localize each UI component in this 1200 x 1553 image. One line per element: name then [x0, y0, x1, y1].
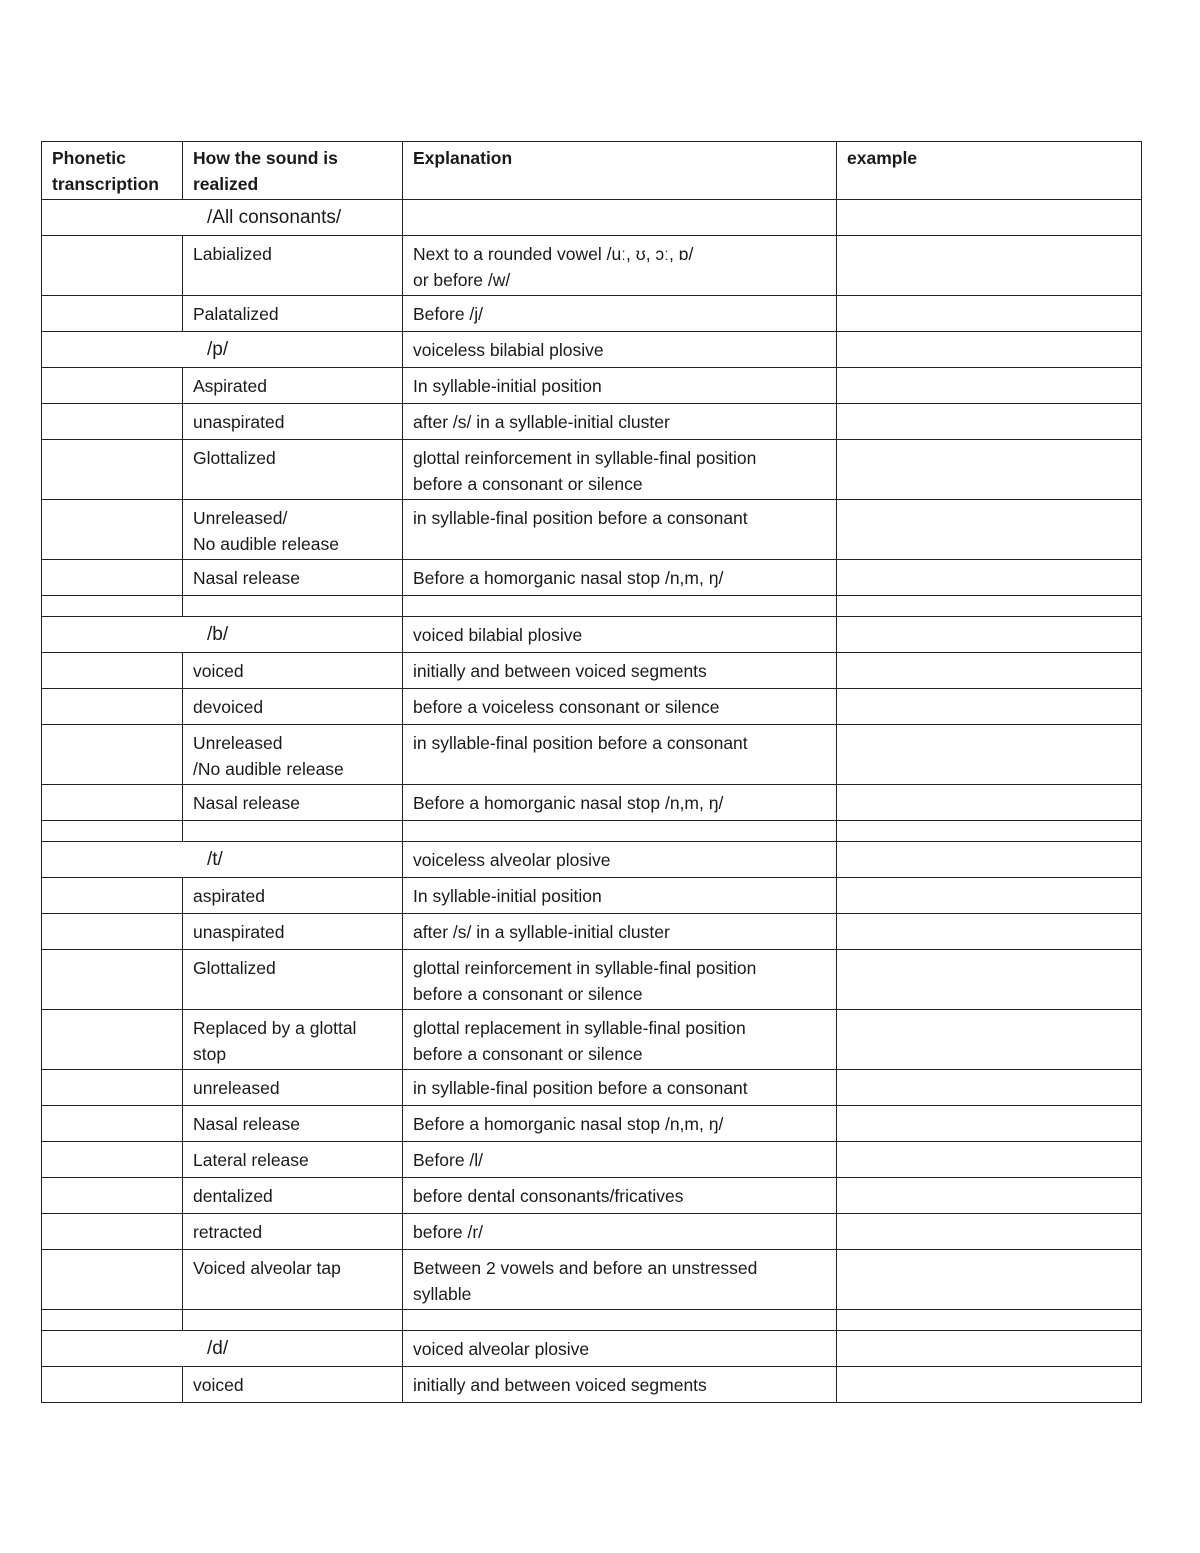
spacer-row — [42, 596, 1142, 617]
table-row — [42, 1367, 1142, 1403]
example-cell — [837, 689, 1142, 725]
explanation-cell: before /r/ — [403, 1214, 837, 1250]
example-cell — [837, 653, 1142, 689]
transcription-cell — [42, 785, 183, 821]
explanation-cell: In syllable-initial position — [403, 878, 837, 914]
example-cell — [837, 1178, 1142, 1214]
example-cell — [837, 842, 1142, 878]
example-cell — [837, 1331, 1142, 1367]
example-cell — [837, 785, 1142, 821]
explanation-cell: voiced bilabial plosive — [403, 617, 837, 653]
explanation-cell — [403, 200, 837, 236]
example-cell — [837, 404, 1142, 440]
realized-cell: aspirated — [183, 878, 403, 914]
table-row — [42, 1178, 1142, 1214]
transcription-cell — [42, 560, 183, 596]
realized-cell: Voiced alveolar tap — [183, 1250, 403, 1310]
example-cell — [837, 1367, 1142, 1403]
realized-cell: Nasal release — [183, 560, 403, 596]
explanation-cell: Between 2 vowels and before an unstressed syllable — [403, 1250, 837, 1310]
empty-cell — [183, 596, 403, 617]
realized-cell: Labialized — [183, 236, 403, 296]
header-how-realized: How the sound is realized — [183, 142, 403, 200]
table-header-row — [42, 142, 1142, 200]
explanation-cell: voiceless alveolar plosive — [403, 842, 837, 878]
realized-cell: Lateral release — [183, 1142, 403, 1178]
header-phonetic-transcription: Phonetic transcription — [42, 142, 183, 200]
transcription-cell — [42, 368, 183, 404]
explanation-cell: in syllable-final position before a consonant — [403, 1070, 837, 1106]
example-cell — [837, 236, 1142, 296]
explanation-cell: Before /l/ — [403, 1142, 837, 1178]
explanation-cell: glottal reinforcement in syllable-final position before a consonant or silence — [403, 950, 837, 1010]
table-row — [42, 950, 1142, 1010]
explanation-cell: voiceless bilabial plosive — [403, 332, 837, 368]
explanation-cell: after /s/ in a syllable-initial cluster — [403, 914, 837, 950]
example-cell — [837, 296, 1142, 332]
section-row — [42, 617, 1142, 653]
table-row — [42, 689, 1142, 725]
transcription-cell — [42, 689, 183, 725]
example-cell — [837, 950, 1142, 1010]
transcription-cell — [42, 500, 183, 560]
explanation-cell: in syllable-final position before a consonant — [403, 500, 837, 560]
table-row — [42, 785, 1142, 821]
explanation-cell: Next to a rounded vowel /uː, ʊ, ɔː, ɒ/ or before /w/ — [403, 236, 837, 296]
explanation-cell: Before a homorganic nasal stop /n,m, ŋ/ — [403, 560, 837, 596]
empty-cell — [837, 821, 1142, 842]
realized-cell: Replaced by a glottal stop — [183, 1010, 403, 1070]
example-cell — [837, 440, 1142, 500]
example-cell — [837, 617, 1142, 653]
section-row — [42, 332, 1142, 368]
header-example: example — [837, 142, 1142, 200]
table-row — [42, 1106, 1142, 1142]
section-row — [42, 842, 1142, 878]
realized-cell: Palatalized — [183, 296, 403, 332]
transcription-cell — [42, 1214, 183, 1250]
table-row — [42, 368, 1142, 404]
realized-cell: Unreleased /No audible release — [183, 725, 403, 785]
table-row — [42, 725, 1142, 785]
explanation-cell: before a voiceless consonant or silence — [403, 689, 837, 725]
empty-cell — [183, 1310, 403, 1331]
transcription-cell — [42, 950, 183, 1010]
realized-cell: voiced — [183, 653, 403, 689]
explanation-cell: Before a homorganic nasal stop /n,m, ŋ/ — [403, 1106, 837, 1142]
example-cell — [837, 1070, 1142, 1106]
table-row — [42, 1070, 1142, 1106]
section-label: /b/ — [42, 617, 403, 653]
section-label: /t/ — [42, 842, 403, 878]
realized-cell: Glottalized — [183, 950, 403, 1010]
table-row — [42, 560, 1142, 596]
example-cell — [837, 332, 1142, 368]
explanation-cell: glottal reinforcement in syllable-final position before a consonant or silence — [403, 440, 837, 500]
table-row — [42, 1250, 1142, 1310]
transcription-cell — [42, 296, 183, 332]
transcription-cell — [42, 725, 183, 785]
example-cell — [837, 1106, 1142, 1142]
example-cell — [837, 200, 1142, 236]
table-row — [42, 236, 1142, 296]
transcription-cell — [42, 914, 183, 950]
explanation-cell: glottal replacement in syllable-final position before a consonant or silence — [403, 1010, 837, 1070]
empty-cell — [42, 1310, 183, 1331]
transcription-cell — [42, 1142, 183, 1178]
realized-cell: unreleased — [183, 1070, 403, 1106]
transcription-cell — [42, 236, 183, 296]
realized-cell: dentalized — [183, 1178, 403, 1214]
transcription-cell — [42, 440, 183, 500]
example-cell — [837, 725, 1142, 785]
example-cell — [837, 1250, 1142, 1310]
example-cell — [837, 1010, 1142, 1070]
example-cell — [837, 560, 1142, 596]
phonetics-table — [41, 141, 1142, 1403]
realized-cell: retracted — [183, 1214, 403, 1250]
transcription-cell — [42, 1367, 183, 1403]
explanation-cell: in syllable-final position before a consonant — [403, 725, 837, 785]
empty-cell — [42, 821, 183, 842]
header-explanation: Explanation — [403, 142, 837, 200]
empty-cell — [403, 596, 837, 617]
transcription-cell — [42, 1178, 183, 1214]
explanation-cell: In syllable-initial position — [403, 368, 837, 404]
transcription-cell — [42, 1106, 183, 1142]
explanation-cell: voiced alveolar plosive — [403, 1331, 837, 1367]
table-row — [42, 1010, 1142, 1070]
table-row — [42, 500, 1142, 560]
realized-cell: voiced — [183, 1367, 403, 1403]
table-row — [42, 296, 1142, 332]
explanation-cell: Before /j/ — [403, 296, 837, 332]
explanation-cell: initially and between voiced segments — [403, 1367, 837, 1403]
table-row — [42, 1142, 1142, 1178]
empty-cell — [403, 821, 837, 842]
empty-cell — [837, 1310, 1142, 1331]
realized-cell: unaspirated — [183, 404, 403, 440]
realized-cell: Nasal release — [183, 1106, 403, 1142]
section-row — [42, 200, 1142, 236]
realized-cell: devoiced — [183, 689, 403, 725]
explanation-cell: before dental consonants/fricatives — [403, 1178, 837, 1214]
spacer-row — [42, 1310, 1142, 1331]
transcription-cell — [42, 1250, 183, 1310]
realized-cell: Unreleased/ No audible release — [183, 500, 403, 560]
example-cell — [837, 1142, 1142, 1178]
transcription-cell — [42, 404, 183, 440]
transcription-cell — [42, 1010, 183, 1070]
transcription-cell — [42, 653, 183, 689]
empty-cell — [403, 1310, 837, 1331]
transcription-cell — [42, 1070, 183, 1106]
section-label: /p/ — [42, 332, 403, 368]
explanation-cell: Before a homorganic nasal stop /n,m, ŋ/ — [403, 785, 837, 821]
realized-cell: unaspirated — [183, 914, 403, 950]
explanation-cell: initially and between voiced segments — [403, 653, 837, 689]
section-label: /d/ — [42, 1331, 403, 1367]
table-body — [42, 200, 1142, 1403]
table-row — [42, 653, 1142, 689]
realized-cell: Nasal release — [183, 785, 403, 821]
explanation-cell: after /s/ in a syllable-initial cluster — [403, 404, 837, 440]
table-row — [42, 914, 1142, 950]
empty-cell — [837, 596, 1142, 617]
example-cell — [837, 914, 1142, 950]
example-cell — [837, 878, 1142, 914]
realized-cell: Aspirated — [183, 368, 403, 404]
table-row — [42, 440, 1142, 500]
realized-cell: Glottalized — [183, 440, 403, 500]
example-cell — [837, 368, 1142, 404]
section-row — [42, 1331, 1142, 1367]
table-row — [42, 404, 1142, 440]
example-cell — [837, 1214, 1142, 1250]
spacer-row — [42, 821, 1142, 842]
transcription-cell — [42, 878, 183, 914]
table-row — [42, 878, 1142, 914]
empty-cell — [42, 596, 183, 617]
section-label: /All consonants/ — [42, 200, 403, 236]
empty-cell — [183, 821, 403, 842]
example-cell — [837, 500, 1142, 560]
table-row — [42, 1214, 1142, 1250]
